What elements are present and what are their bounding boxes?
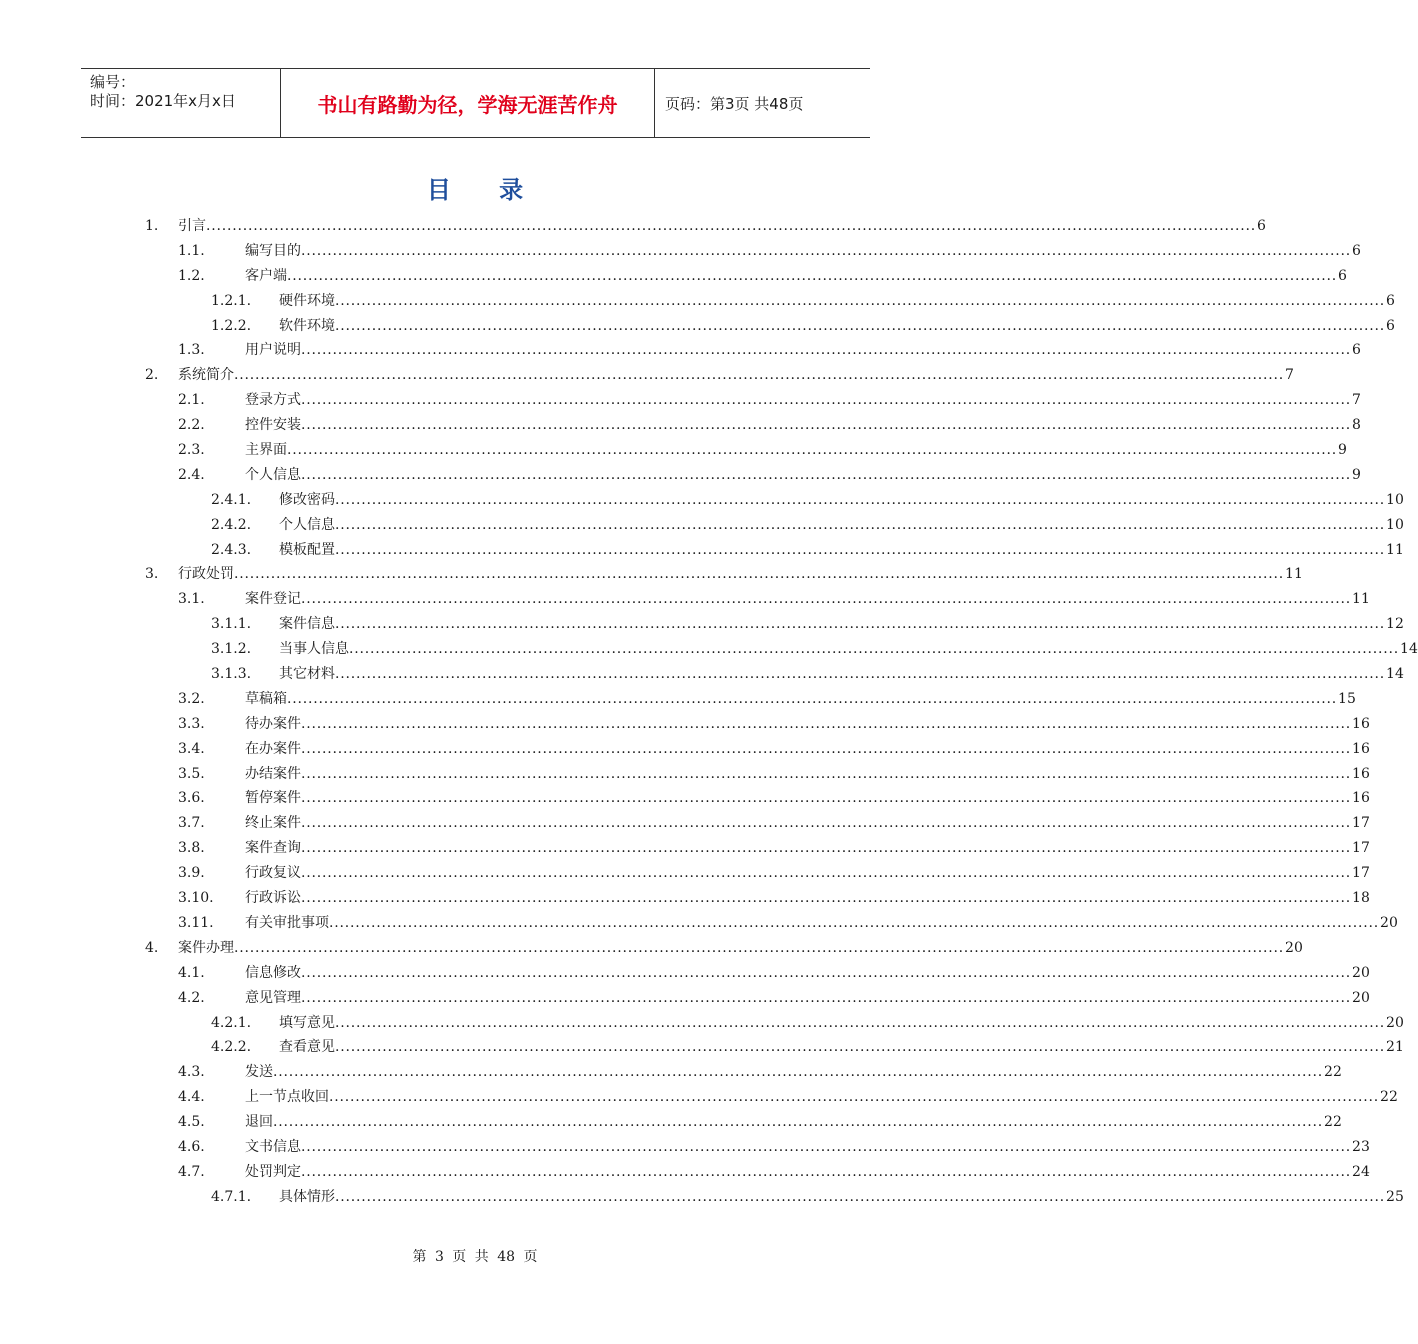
toc-entry-page: 20 — [1352, 964, 1370, 981]
toc-entry-body — [245, 811, 1370, 836]
toc-entry-title: 个人信息 — [279, 516, 335, 533]
toc-leader-dots: ........................................................................................................................................................................................................ — [301, 392, 1352, 409]
toc-entry-body — [279, 662, 1404, 687]
toc-entry-number: 3.8. — [178, 840, 205, 857]
toc-entry[interactable] — [0, 1060, 1342, 1085]
toc-entry-page: 25 — [1386, 1188, 1404, 1205]
toc-leader-dots: ........................................................................................................................................................................................................ — [301, 840, 1352, 857]
toc-entry-page: 17 — [1352, 840, 1370, 857]
toc-entry-title: 登录方式 — [245, 392, 301, 409]
toc-entry-title: 有关审批事项 — [245, 914, 329, 931]
toc-leader-dots: ........................................................................................................................................................................................................ — [234, 367, 1285, 384]
toc-entry-number: 2.1. — [178, 392, 205, 409]
toc-leader-dots: ........................................................................................................................................................................................................ — [287, 442, 1338, 459]
toc-entry-number: 3.5. — [178, 765, 205, 782]
toc-entry-number: 4.5. — [178, 1114, 205, 1131]
toc-entry-page: 6 — [1338, 267, 1347, 284]
toc-entry-number: 3.2. — [178, 690, 205, 707]
toc-entry[interactable] — [0, 911, 1398, 936]
toc-entry-page: 16 — [1352, 715, 1370, 732]
toc-entry-page: 7 — [1285, 367, 1294, 384]
toc-entry[interactable] — [0, 1185, 1404, 1210]
toc-leader-dots: ........................................................................................................................................................................................................ — [287, 267, 1338, 284]
toc-entry-page: 9 — [1352, 466, 1361, 483]
toc-leader-dots: ........................................................................................................................................................................................................ — [301, 890, 1352, 907]
toc-entry-page: 12 — [1386, 616, 1404, 633]
toc-entry-title: 客户端 — [245, 267, 287, 284]
toc-entry-number: 4.2. — [178, 989, 205, 1006]
toc-entry-body — [245, 587, 1370, 612]
toc-entry-page: 24 — [1352, 1163, 1370, 1180]
toc-entry-page: 17 — [1352, 865, 1370, 882]
toc-entry[interactable] — [0, 712, 1370, 737]
toc-entry-body — [279, 513, 1404, 538]
toc-entry-body — [279, 488, 1404, 513]
toc-entry-number: 3.6. — [178, 790, 205, 807]
toc-entry-title: 上一节点收回 — [245, 1089, 329, 1106]
toc-entry-body — [279, 1035, 1404, 1060]
toc-entry-number: 1.2.2. — [211, 317, 252, 334]
toc-entry-body — [245, 1060, 1342, 1085]
toc-entry-page: 11 — [1352, 591, 1370, 608]
toc-entry[interactable] — [0, 886, 1370, 911]
toc-entry-body — [279, 1185, 1404, 1210]
toc-entry-number: 3.9. — [178, 865, 205, 882]
toc-entry-number: 1. — [145, 218, 159, 234]
toc-entry-number: 3.1.3. — [211, 666, 252, 683]
toc-entry[interactable] — [0, 687, 1356, 712]
number-label: 编号： — [90, 73, 136, 91]
toc-entry[interactable] — [0, 314, 1395, 339]
toc-entry[interactable] — [0, 936, 1303, 961]
toc-entry-number: 1.1. — [178, 242, 205, 259]
toc-entry-title: 硬件环境 — [279, 292, 335, 309]
toc-entry-title: 用户说明 — [245, 342, 301, 359]
toc-leader-dots: ........................................................................................................................................................................................................ — [335, 1188, 1386, 1205]
toc-leader-dots: ........................................................................................................................................................................................................ — [301, 765, 1352, 782]
toc-entry-number: 2.4.3. — [211, 541, 252, 558]
toc-entry-page: 22 — [1324, 1114, 1342, 1131]
toc-entry-title: 当事人信息 — [279, 641, 349, 658]
toc-entry-body — [245, 1160, 1370, 1185]
toc-entry-title: 暂停案件 — [245, 790, 301, 807]
page-footer: 第 3 页 共 48 页 — [412, 1249, 538, 1265]
toc-entry-number: 4.4. — [178, 1089, 205, 1106]
toc-entry-page: 10 — [1386, 491, 1404, 508]
toc-entry-body — [245, 1110, 1342, 1135]
toc-entry[interactable] — [0, 1035, 1404, 1060]
toc-entry-body — [178, 562, 1303, 587]
toc-leader-dots: ........................................................................................................................................................................................................ — [301, 242, 1352, 259]
toc-leader-dots: ........................................................................................................................................................................................................ — [273, 1064, 1324, 1081]
toc-leader-dots: ........................................................................................................................................................................................................ — [335, 541, 1386, 558]
toc-entry-page: 20 — [1380, 914, 1398, 931]
toc-entry[interactable] — [0, 438, 1347, 463]
toc-leader-dots: ........................................................................................................................................................................................................ — [287, 690, 1338, 707]
toc-entry-title: 行政处罚 — [178, 566, 234, 583]
toc-entry-body — [245, 762, 1370, 787]
toc-entry-body — [279, 1011, 1404, 1036]
toc-entry-body — [245, 413, 1361, 438]
toc-entry-title: 行政诉讼 — [245, 890, 301, 907]
toc-entry-page: 11 — [1285, 566, 1303, 583]
toc-leader-dots: ........................................................................................................................................................................................................ — [301, 591, 1352, 608]
toc-entry-number: 3. — [145, 566, 159, 583]
toc-entry-title: 意见管理 — [245, 989, 301, 1006]
toc-entry[interactable] — [0, 762, 1370, 787]
toc-entry-body — [178, 363, 1294, 388]
toc-entry[interactable] — [0, 1110, 1342, 1135]
toc-entry-body — [245, 338, 1361, 363]
toc-entry-page: 20 — [1285, 939, 1303, 956]
toc-entry[interactable] — [0, 1085, 1398, 1110]
toc-entry-title: 案件查询 — [245, 840, 301, 857]
toc-leader-dots: ........................................................................................................................................................................................................ — [335, 616, 1386, 633]
toc-leader-dots: ........................................................................................................................................................................................................ — [301, 740, 1352, 757]
toc-entry-page: 20 — [1352, 989, 1370, 1006]
toc-entry-title: 查看意见 — [279, 1039, 335, 1056]
toc-entry[interactable] — [0, 737, 1370, 762]
toc-entry[interactable] — [0, 264, 1347, 289]
toc-entry-title: 文书信息 — [245, 1138, 301, 1155]
toc-entry[interactable] — [0, 986, 1370, 1011]
toc-leader-dots: ........................................................................................................................................................................................................ — [335, 317, 1386, 334]
toc-entry-body — [178, 214, 1266, 239]
toc-entry-page: 11 — [1386, 541, 1404, 558]
toc-leader-dots: ........................................................................................................................................................................................................ — [273, 1114, 1324, 1131]
toc-entry-number: 3.1.2. — [211, 641, 252, 658]
toc-entry-number: 4.7. — [178, 1163, 205, 1180]
toc-entry[interactable] — [0, 488, 1404, 513]
toc-entry[interactable] — [0, 1135, 1370, 1160]
toc-entry[interactable] — [0, 961, 1370, 986]
toc-entry[interactable] — [0, 587, 1370, 612]
toc-entry-number: 3.1.1. — [211, 616, 252, 633]
toc-entry-page: 6 — [1386, 317, 1395, 334]
toc-entry-number: 4.2.1. — [211, 1014, 252, 1031]
toc-entry-body — [245, 861, 1370, 886]
toc-leader-dots: ........................................................................................................................................................................................................ — [301, 1138, 1352, 1155]
toc-entry[interactable] — [0, 538, 1404, 563]
toc-entry-page: 10 — [1386, 516, 1404, 533]
toc-entry-page: 6 — [1352, 242, 1361, 259]
toc-entry-number: 4.2.2. — [211, 1039, 252, 1056]
toc-entry-title: 终止案件 — [245, 815, 301, 832]
toc-entry-body — [245, 239, 1361, 264]
toc-leader-dots: ........................................................................................................................................................................................................ — [234, 939, 1285, 956]
toc-entry-body — [245, 786, 1370, 811]
toc-leader-dots: ........................................................................................................................................................................................................ — [301, 342, 1352, 359]
toc-entry-number: 4.7.1. — [211, 1188, 252, 1205]
toc-entry-number: 4.6. — [178, 1138, 205, 1155]
toc-entry-title: 编写目的 — [245, 242, 301, 259]
toc-entry-title: 信息修改 — [245, 964, 301, 981]
toc-entry-title: 主界面 — [245, 442, 287, 459]
time-label: 时间：2021年x月x日 — [90, 92, 236, 110]
toc-entry-title: 发送 — [245, 1064, 273, 1081]
toc-entry-page: 14 — [1400, 641, 1418, 658]
toc-entry-body — [245, 687, 1356, 712]
toc-entry-number: 4.1. — [178, 964, 205, 981]
toc-entry-title: 控件安装 — [245, 417, 301, 434]
toc-leader-dots: ........................................................................................................................................................................................................ — [335, 491, 1386, 508]
toc-entry[interactable] — [0, 239, 1361, 264]
toc-entry-body — [279, 538, 1404, 563]
toc-entry-number: 3.3. — [178, 715, 205, 732]
toc-entry-body — [245, 712, 1370, 737]
toc-leader-dots: ........................................................................................................................................................................................................ — [335, 516, 1386, 533]
toc-entry-title: 系统简介 — [178, 367, 234, 384]
toc-entry-title: 具体情形 — [279, 1188, 335, 1205]
toc-leader-dots: ........................................................................................................................................................................................................ — [329, 914, 1380, 931]
toc-entry[interactable] — [0, 1160, 1370, 1185]
toc-entry-title: 填写意见 — [279, 1014, 335, 1031]
toc-leader-dots: ........................................................................................................................................................................................................ — [301, 989, 1352, 1006]
toc-entry-body — [245, 986, 1370, 1011]
toc-entry-page: 20 — [1386, 1014, 1404, 1031]
toc-entry-body — [279, 314, 1395, 339]
toc-entry[interactable] — [0, 388, 1361, 413]
toc-entry[interactable] — [0, 612, 1404, 637]
toc-entry-number: 2.3. — [178, 442, 205, 459]
toc-entry-body — [245, 911, 1398, 936]
toc-entry[interactable] — [0, 637, 1418, 662]
toc-leader-dots: ........................................................................................................................................................................................................ — [234, 566, 1285, 583]
toc-leader-dots: ........................................................................................................................................................................................................ — [206, 218, 1257, 234]
toc-entry[interactable] — [0, 338, 1361, 363]
page-header — [81, 68, 870, 138]
toc-leader-dots: ........................................................................................................................................................................................................ — [329, 1089, 1380, 1106]
toc-leader-dots: ........................................................................................................................................................................................................ — [301, 865, 1352, 882]
toc-entry-title: 行政复议 — [245, 865, 301, 882]
toc-leader-dots: ........................................................................................................................................................................................................ — [349, 641, 1400, 658]
toc-entry-page: 7 — [1352, 392, 1361, 409]
toc-entry-page: 18 — [1352, 890, 1370, 907]
toc-entry-page: 14 — [1386, 666, 1404, 683]
toc-entry-body — [245, 1135, 1370, 1160]
toc-entry-number: 2.4.2. — [211, 516, 252, 533]
toc-entry-number: 1.2.1. — [211, 292, 252, 309]
toc-entry-title: 案件信息 — [279, 616, 335, 633]
toc-entry-title: 软件环境 — [279, 317, 335, 334]
toc-entry[interactable] — [0, 463, 1361, 488]
toc-entry-number: 4. — [145, 939, 159, 956]
toc-entry-title: 个人信息 — [245, 466, 301, 483]
toc-entry[interactable] — [0, 861, 1370, 886]
toc-entry-body — [245, 264, 1347, 289]
toc-entry-page: 8 — [1352, 417, 1361, 434]
toc-entry-body — [245, 463, 1361, 488]
toc-leader-dots: ........................................................................................................................................................................................................ — [335, 1039, 1386, 1056]
toc-entry[interactable] — [0, 836, 1370, 861]
toc-entry-title: 案件登记 — [245, 591, 301, 608]
toc-leader-dots: ........................................................................................................................................................................................................ — [301, 715, 1352, 732]
toc-entry-title: 草稿箱 — [245, 690, 287, 707]
toc-entry[interactable] — [0, 363, 1294, 388]
toc-leader-dots: ........................................................................................................................................................................................................ — [335, 292, 1386, 309]
toc-entry-page: 6 — [1386, 292, 1395, 309]
toc-entry-body — [279, 637, 1418, 662]
toc-entry-page: 23 — [1352, 1138, 1370, 1155]
toc-entry-title: 案件办理 — [178, 939, 234, 956]
toc-entry-title: 处罚判定 — [245, 1163, 301, 1180]
toc-title: 目 录 — [426, 176, 544, 204]
toc-entry-body — [178, 936, 1303, 961]
toc-entry-number: 2. — [145, 367, 159, 384]
toc-entry-title: 办结案件 — [245, 765, 301, 782]
toc-entry-title: 退回 — [245, 1114, 273, 1131]
header-page-info: 页码：第3页 共48页 — [665, 94, 804, 113]
toc-entry-title: 修改密码 — [279, 491, 335, 508]
toc-entry-page: 17 — [1352, 815, 1370, 832]
toc-entry-number: 3.4. — [178, 740, 205, 757]
toc-entry[interactable] — [0, 214, 1266, 239]
toc-entry-page: 22 — [1380, 1089, 1398, 1106]
toc-leader-dots: ........................................................................................................................................................................................................ — [301, 417, 1352, 434]
toc-leader-dots: ........................................................................................................................................................................................................ — [301, 466, 1352, 483]
toc-entry-body — [245, 836, 1370, 861]
toc-entry-body — [279, 289, 1395, 314]
toc-entry-page: 6 — [1352, 342, 1361, 359]
toc-entry-number: 1.3. — [178, 342, 205, 359]
toc-entry-title: 引言 — [178, 218, 206, 234]
toc-leader-dots: ........................................................................................................................................................................................................ — [335, 1014, 1386, 1031]
toc-entry-number: 2.2. — [178, 417, 205, 434]
toc-leader-dots: ........................................................................................................................................................................................................ — [335, 666, 1386, 683]
toc-entry-number: 2.4. — [178, 466, 205, 483]
toc-entry[interactable] — [0, 562, 1303, 587]
toc-entry[interactable] — [0, 662, 1404, 687]
toc-entry-number: 4.3. — [178, 1064, 205, 1081]
header-motto: 书山有路勤为径，学海无涯苦作舟 — [281, 69, 655, 137]
toc-leader-dots: ........................................................................................................................................................................................................ — [301, 964, 1352, 981]
toc-leader-dots: ........................................................................................................................................................................................................ — [301, 815, 1352, 832]
toc-entry-page: 16 — [1352, 790, 1370, 807]
toc-entry-body — [245, 438, 1347, 463]
toc-entry[interactable] — [0, 786, 1370, 811]
toc-entry-title: 模板配置 — [279, 541, 335, 558]
toc-entry-number: 2.4.1. — [211, 491, 252, 508]
toc-entry-number: 1.2. — [178, 267, 205, 284]
toc-entry-title: 在办案件 — [245, 740, 301, 757]
toc-entry-page: 21 — [1386, 1039, 1404, 1056]
toc-entry-page: 6 — [1257, 218, 1266, 234]
toc-entry-number: 3.1. — [178, 591, 205, 608]
toc-entry-page: 16 — [1352, 740, 1370, 757]
toc-entry-page: 16 — [1352, 765, 1370, 782]
table-of-contents — [0, 214, 1418, 1210]
toc-entry[interactable] — [0, 811, 1370, 836]
toc-entry-body — [245, 886, 1370, 911]
toc-entry[interactable] — [0, 289, 1395, 314]
toc-entry-title: 待办案件 — [245, 715, 301, 732]
toc-entry-body — [245, 961, 1370, 986]
toc-entry[interactable] — [0, 1011, 1404, 1036]
header-meta — [81, 69, 281, 137]
toc-entry[interactable] — [0, 513, 1404, 538]
toc-leader-dots: ........................................................................................................................................................................................................ — [301, 1163, 1352, 1180]
toc-entry-number: 3.7. — [178, 815, 205, 832]
toc-entry-number: 3.11. — [178, 914, 214, 931]
toc-entry-page: 15 — [1338, 690, 1356, 707]
toc-entry-body — [245, 1085, 1398, 1110]
toc-entry-page: 22 — [1324, 1064, 1342, 1081]
toc-entry-number: 3.10. — [178, 890, 214, 907]
toc-entry-page: 9 — [1338, 442, 1347, 459]
toc-entry-title: 其它材料 — [279, 666, 335, 683]
toc-entry-body — [279, 612, 1404, 637]
toc-leader-dots: ........................................................................................................................................................................................................ — [301, 790, 1352, 807]
toc-entry-body — [245, 737, 1370, 762]
toc-entry[interactable] — [0, 413, 1361, 438]
toc-entry-body — [245, 388, 1361, 413]
